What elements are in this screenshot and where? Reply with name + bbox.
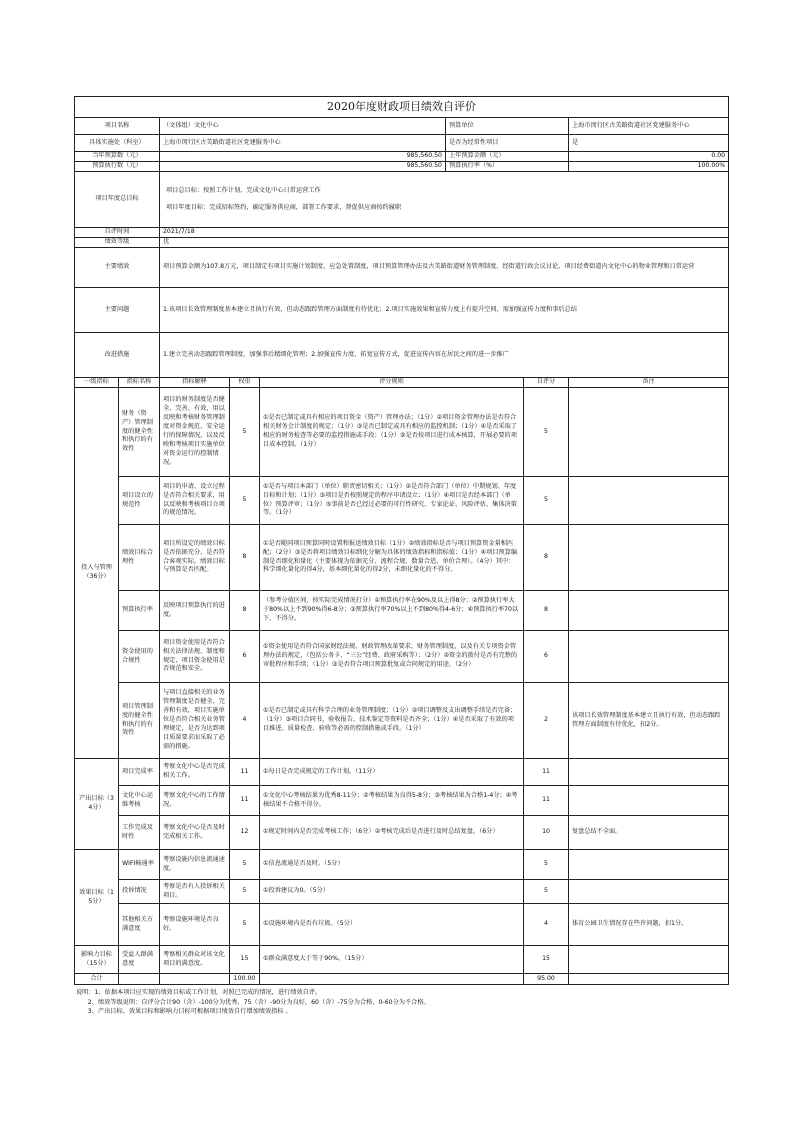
indicator-weight: 11 <box>230 786 260 816</box>
prev-budget-value: 0.00 <box>569 152 729 162</box>
indicator-rule: ①规定时间内是否完成考核工作；（6分）②考核完成后是否进行及时总结复盘。（6分） <box>260 816 524 850</box>
indicator-score: 5 <box>524 477 569 525</box>
eval-time-label: 自评时间 <box>75 228 160 238</box>
indicator-note <box>569 759 729 786</box>
fix-label: 改进措施 <box>75 333 160 378</box>
indicator-weight: 5 <box>230 477 260 525</box>
executed-label: 预算执行数（元） <box>75 162 160 172</box>
indicator-rule: ①群众满意度大于等于90%。（15分） <box>260 946 524 974</box>
indicator-note <box>569 525 729 591</box>
indicator-note <box>569 477 729 525</box>
indicator-name: 资金使用的合规性 <box>119 631 160 683</box>
budget-label: 当年预算数（元） <box>75 152 160 162</box>
recurring-label: 是否为经常性项目 <box>446 135 569 152</box>
indicator-name: 财务（资产）管理制度的健全性和执行的有效性 <box>119 388 160 477</box>
group-name: 效果目标（15分） <box>75 850 119 946</box>
problem-label: 主要问题 <box>75 288 160 333</box>
indicator-name: 预算执行率 <box>119 591 160 631</box>
grade-value: 优 <box>160 238 729 248</box>
indicator-note <box>569 631 729 683</box>
header-note: 备注 <box>569 378 729 388</box>
header-score: 自评分 <box>524 378 569 388</box>
exec-rate-label: 预算执行率（%） <box>446 162 569 172</box>
indicator-name: 受益人群满意度 <box>119 946 160 974</box>
indicator-explain: 项目的申请、设立过程是否符合相关要求，用以反映和考核项目立项的规范情况。 <box>160 477 230 525</box>
performance-text: 项目预算金额为107.8万元，项目制定有项目实施计划制度、应急处置制度，项目预算管理办法及古美路街道财务管理制度、经街道行政会议讨论，项目经费街道内文化中心的物业管理和日常运营 <box>160 248 729 288</box>
indicator-note: 体育公园卫生情况存在些许问题，扣1分。 <box>569 904 729 946</box>
indicator-note: 该项目长效管理制度基本建立且执行有效，但动态跟踪管理方面制度有待优化，扣2分。 <box>569 683 729 759</box>
implementer-value: 上海市闵行区古美路街道社区党建服务中心 <box>160 135 446 152</box>
indicator-note <box>569 591 729 631</box>
indicator-name: 工作完成及时性 <box>119 816 160 850</box>
indicator-score: 10 <box>524 816 569 850</box>
goal-total: 项目总目标：按照工作计划，完成文化中心日常运营工作 <box>166 186 321 194</box>
performance-label: 主要绩效 <box>75 248 160 288</box>
goal-year: 项目年度目标：完成招标签约，确定服务供应商，部署工作要求，督促供应商按约履职 <box>166 203 402 211</box>
indicator-weight: 15 <box>230 946 260 974</box>
indicator-name: 投诉情况 <box>119 880 160 904</box>
indicator-name: 项目完成率 <box>119 759 160 786</box>
indicator-weight: 12 <box>230 816 260 850</box>
indicator-note <box>569 880 729 904</box>
indicator-score: 5 <box>524 388 569 477</box>
grade-label: 绩效等级 <box>75 238 160 248</box>
group-name: 产出目标（34分） <box>75 759 119 850</box>
budget-unit-value: 上海市闵行区古美路街道社区党建服务中心 <box>569 118 729 135</box>
indicator-note <box>569 786 729 816</box>
indicator-rule: ①文化中心考核结果为优秀8-11分；②考核结果为良得5-8分；③考核结果为合格1-4分；④考核结果不合格不得分。 <box>260 786 524 816</box>
indicator-weight: 5 <box>230 850 260 880</box>
indicator-explain: 反映项目预算执行的进度。 <box>160 591 230 631</box>
header-explain: 指标解释 <box>160 378 230 388</box>
goal-cell <box>160 172 729 228</box>
header-weight: 权重 <box>230 378 260 388</box>
indicator-score: 5 <box>524 880 569 904</box>
indicator-score: 15 <box>524 946 569 974</box>
header-level1: 一级指标 <box>75 378 119 388</box>
prev-budget-label: 上年预算金额（元） <box>446 152 569 162</box>
recurring-value: 是 <box>569 135 729 152</box>
indicator-explain: 考察相关群众对该文化项目的满意度。 <box>160 946 230 974</box>
indicator-weight: 8 <box>230 591 260 631</box>
indicator-weight: 5 <box>230 880 260 904</box>
indicator-note: 复盘总结不全面。 <box>569 816 729 850</box>
indicator-name: 项目设立的规范性 <box>119 477 160 525</box>
indicator-score: 2 <box>524 683 569 759</box>
indicator-explain: 项目的财务制度是否健全、完善、有效，用以反映和考核财务管理制度对资金规范、安全运行的保障情况，以及反映和考核项目实施单位对资金运行的控制情况。 <box>160 388 230 477</box>
indicator-score: 5 <box>524 850 569 880</box>
budget-unit-label: 预算单位 <box>446 118 569 135</box>
indicator-name: 项目管理制度的健全性和执行的有效性 <box>119 683 160 759</box>
indicator-name: 其他相关方满意度 <box>119 904 160 946</box>
footnote-line: 说明：1、依据本项目应实现的绩效目标或工作计划，对照已完成的情况，进行绩效自评。 <box>76 989 322 996</box>
indicator-note <box>569 946 729 974</box>
indicator-explain: 考察文化中心是否及时完成相关工作。 <box>160 816 230 850</box>
indicator-score: 4 <box>524 904 569 946</box>
indicator-score: 8 <box>524 591 569 631</box>
implementer-label: 具体实施处（科室） <box>75 135 160 152</box>
indicator-rule: ①设施环境内是否有垃圾。（5分） <box>260 904 524 946</box>
total-score: 95.00 <box>524 974 569 985</box>
indicator-rule: ①每日是否完成规定的工作计划。（11分） <box>260 759 524 786</box>
evaluation-table <box>74 96 729 985</box>
indicator-explain: 项目资金使用是否符合相关法律法规、制度和规定，项目资金使用是否规范和安全。 <box>160 631 230 683</box>
indicator-explain: 考察文化中心是否完成相关工作。 <box>160 759 230 786</box>
indicator-rule: ①是否随同项目预算同时设置和报送绩效目标（1分）②绩效指标是否与项目预算资金量相匹配；（2分）③是否将项目绩效目标细化分解为具体的绩效指标和指标值；（1分）④项目预算编制是否细化和量化（主要体现为依据充分、流程合规、数量合适、单价合理）。（4分）其中：科学细化量化的得4分，基本细化量化的得2分，未细化量化的不得分。 <box>260 525 524 591</box>
group-name: 投入与管理（36分） <box>75 388 119 759</box>
fix-text: 1.建立完善动态跟踪管理制度，加强事后精细化管理；2.加强宣传力度、拓宽宣传方式，促进宣传内容在居民之间的进一步推广 <box>160 333 729 378</box>
goal-label: 项目年度总目标 <box>75 172 160 228</box>
header-rule: 评分规则 <box>260 378 524 388</box>
indicator-explain: 考察设施环境是否良好。 <box>160 904 230 946</box>
indicator-explain: 考察文化中心的工作情况。 <box>160 786 230 816</box>
exec-rate-value: 100.00% <box>569 162 729 172</box>
indicator-explain: 考察是否有人投诉相关项目。 <box>160 880 230 904</box>
header-indicator: 指标名称 <box>119 378 160 388</box>
indicator-explain: 与项目直接相关的业务管理制度是否健全、完善和有效，项目实施单位是否符合相关业务管理规定，是否为达到项目质量要求而采取了必需的措施。 <box>160 683 230 759</box>
indicator-rule: ①是否与项目本部门（单位）职责密切相关；（1分）②是否符合部门（单位）中期规划、年度目标和计划；（1分）③项目是否按照规定的程序申请设立；（1分）④项目是否经本部门（单位）预算评审；（1分）⑤事前是否已经过必要的可行性研究、专家论证、风险评估、集体决策等。（1分） <box>260 477 524 525</box>
evaluation-sheet <box>74 96 728 1017</box>
footnote-line: 3、产出目标、效果目标和影响力目标可根据项目绩效自行增加绩效指标 。 <box>76 1008 292 1016</box>
indicator-rule: ①资金使用是否符合国家财经法规、财政管理改革要求，财务管理制度，以及有关专项资金管理办法的规定，（包括公务卡、“三公”经费、政府采购等）；（2分）②资金的拨付是否有完整的审批程序和手续；（1分）③是否符合项目预算批复或合同规定的用途，（2分） <box>260 631 524 683</box>
indicator-note <box>569 850 729 880</box>
indicator-weight: 4 <box>230 683 260 759</box>
indicator-score: 6 <box>524 631 569 683</box>
indicator-score: 8 <box>524 525 569 591</box>
group-name: 影响力目标（15分） <box>75 946 119 974</box>
indicator-weight: 5 <box>230 904 260 946</box>
indicator-name: WIFI畅通率 <box>119 850 160 880</box>
project-name-value: （文体组）文化中心 <box>160 118 446 135</box>
total-weight: 100.00 <box>230 974 260 985</box>
eval-time-value: 2021/7/18 <box>160 228 729 238</box>
total-label: 合计 <box>75 974 119 985</box>
executed-value: 985,560.50 <box>160 162 446 172</box>
indicator-rule: （参考分值区间，按实际完成情况打分）①预算执行率在90%及以上得8分；②预算执行率大于80%以上不到90%得6-8分；③预算执行率70%以上不到80%得4-6分；④预算执行率70以下，不得分。 <box>260 591 524 631</box>
footnote-line: 2、绩效等级说明：自评分合计90（含）-100分为优秀，75（含）-90分为良好，60（含）-75分为合格，0-60分为不合格。 <box>76 998 430 1006</box>
indicator-explain: 考察设施内信息流通速度。 <box>160 850 230 880</box>
budget-value: 985,560.50 <box>160 152 446 162</box>
indicator-rule: ①是否已制定或具有相应的项目资金（资产）管理办法；（1分）②项目资金管理办法是否符合相关财务会计制度的规定；（1分）③是否已制定或具有相应的监控机制；（1分）④是否采取了相应的财务检查等必要的监控措施或手段；（1分）⑤是否按项目进行成本核算，开展必要的项目成本控制。（1分） <box>260 388 524 477</box>
project-name-label: 项目名称 <box>75 118 160 135</box>
indicator-explain: 项目所设定的绩效目标是否依据充分，是否符合客观实际，绩效目标与预算是否匹配。 <box>160 525 230 591</box>
indicator-weight: 6 <box>230 631 260 683</box>
indicator-score: 11 <box>524 786 569 816</box>
indicator-weight: 11 <box>230 759 260 786</box>
indicator-name: 文化中心运维考核 <box>119 786 160 816</box>
indicator-rule: ①是否已制定或具有科学合理的业务管理制度；（1分）②项目调整及支出调整手续是否完备；（1分）③项目合同书、验收报告、技术鉴定等资料是否齐全；（1分）④是否采取了有效的项目推进、质量检查、验收等必需的控制措施或手段。（1分） <box>260 683 524 759</box>
indicator-note <box>569 388 729 477</box>
indicator-rule: ①投诉建议为0。（5分） <box>260 880 524 904</box>
footnotes <box>74 988 728 1017</box>
indicator-weight: 5 <box>230 388 260 477</box>
indicator-score: 11 <box>524 759 569 786</box>
indicator-name: 绩效目标合理性 <box>119 525 160 591</box>
problem-text: 1.该项目长效管理制度基本建立且执行有效，但动态跟踪管理方面制度有待优化；2.项目实施效果和宣传力度上有提升空间，需加强宣传力度和事后总结 <box>160 288 729 333</box>
page-title: 2020年度财政项目绩效自评价 <box>75 97 729 118</box>
indicator-rule: ①信息流通是否及时。（5分） <box>260 850 524 880</box>
indicator-weight: 8 <box>230 525 260 591</box>
